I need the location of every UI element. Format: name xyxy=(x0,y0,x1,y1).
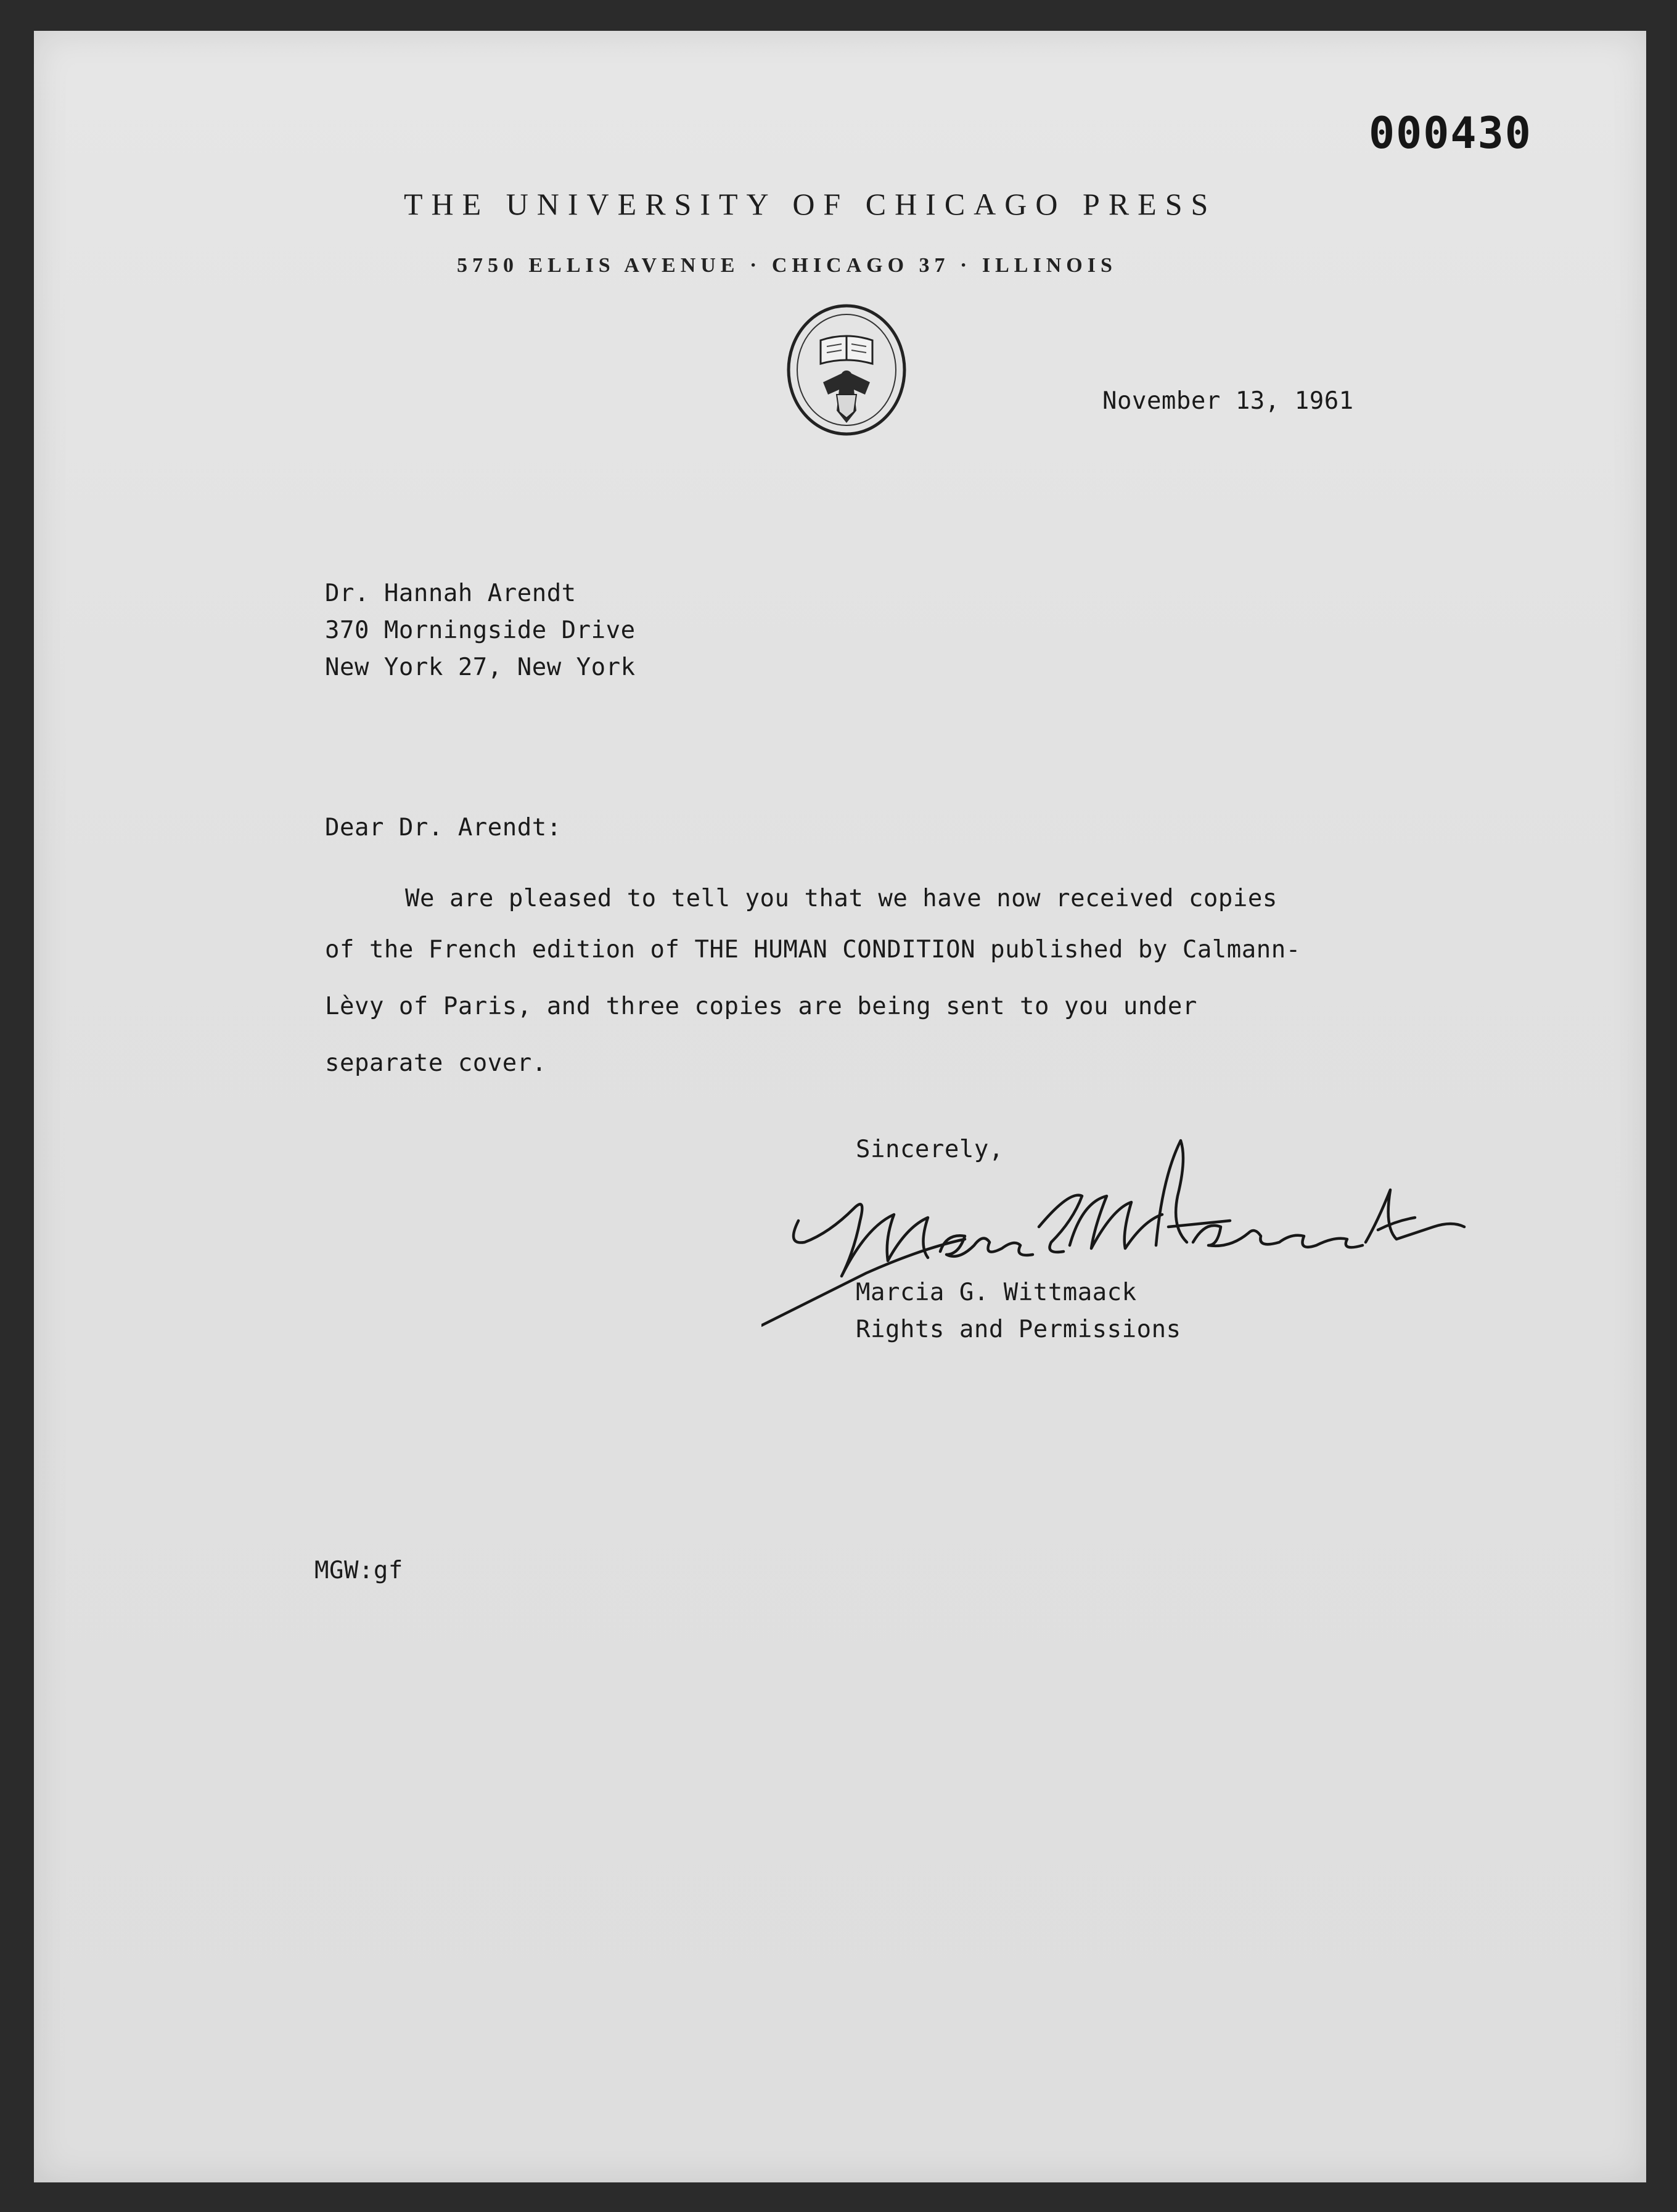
archive-stamp-number: 000430 xyxy=(1369,108,1532,158)
body-line-3: Lèvy of Paris, and three copies are being sent to you under xyxy=(325,993,1197,1020)
handwritten-signature xyxy=(761,1134,1470,1338)
body-line-4: separate cover. xyxy=(325,1049,547,1077)
body-line-1: We are pleased to tell you that we have now received copies xyxy=(405,885,1277,912)
salutation: Dear Dr. Arendt: xyxy=(325,814,562,842)
letter-page xyxy=(34,31,1646,2182)
recipient-city: New York 27, New York xyxy=(325,653,636,681)
university-seal-icon xyxy=(785,302,908,438)
signer-title: Rights and Permissions xyxy=(856,1316,1181,1343)
closing: Sincerely, xyxy=(856,1136,1004,1163)
recipient-name: Dr. Hannah Arendt xyxy=(325,580,576,607)
letterhead-title: THE UNIVERSITY OF CHICAGO PRESS xyxy=(404,187,1217,221)
letterhead-address: 5750 ELLIS AVENUE · CHICAGO 37 · ILLINOIS xyxy=(457,254,1117,277)
body-line-2: of the French edition of THE HUMAN CONDITION published by Calmann- xyxy=(325,936,1301,964)
letter-date: November 13, 1961 xyxy=(1102,387,1354,415)
signer-name: Marcia G. Wittmaack xyxy=(856,1279,1137,1306)
recipient-street: 370 Morningside Drive xyxy=(325,616,636,644)
reference-initials: MGW:gf xyxy=(314,1557,403,1584)
